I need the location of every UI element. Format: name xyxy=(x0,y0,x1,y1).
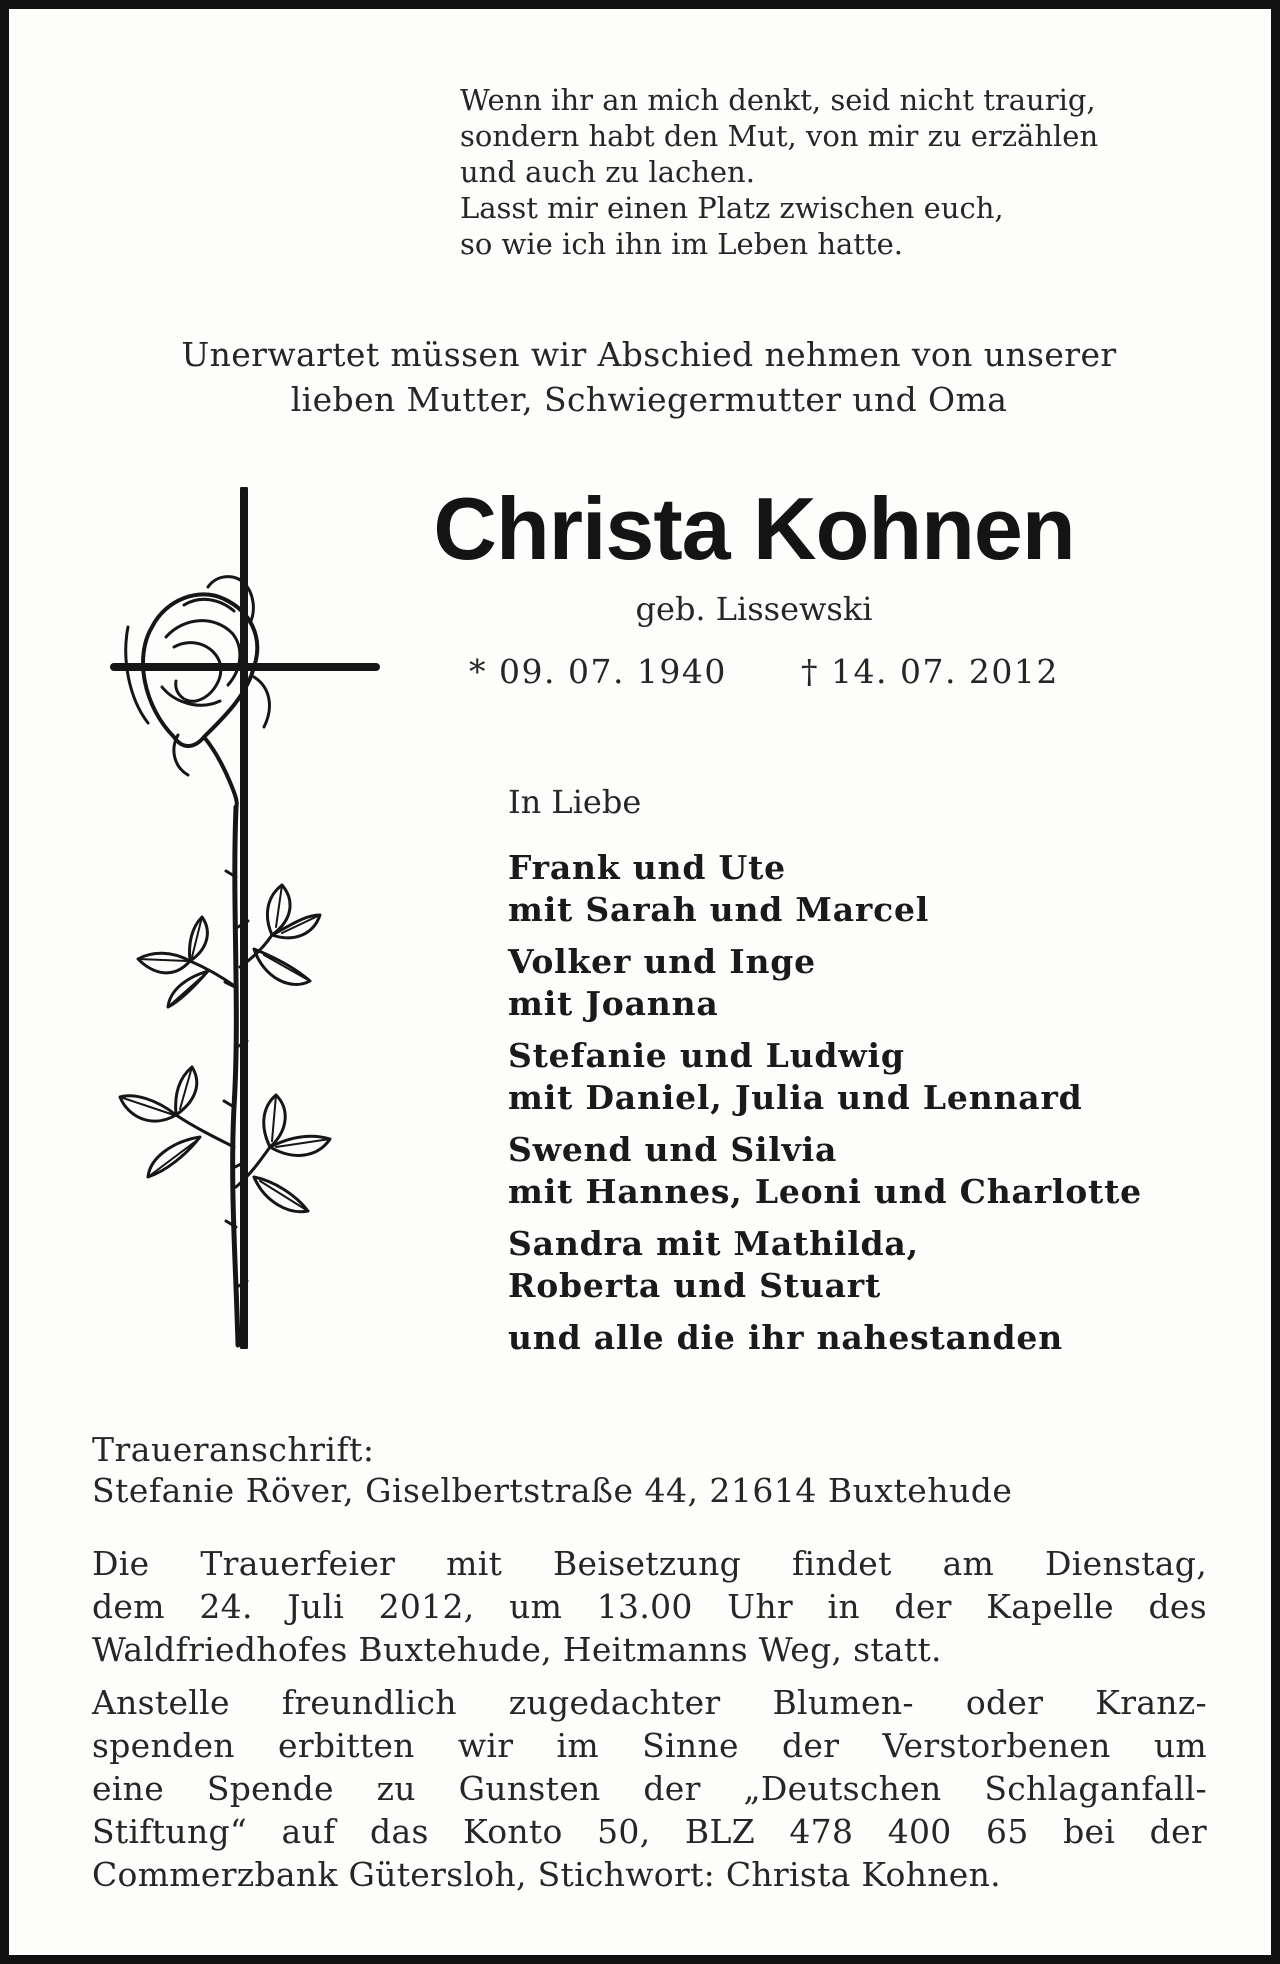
mourner-line: Stefanie und Ludwig xyxy=(508,1036,905,1075)
mourner-group xyxy=(508,1129,1228,1213)
mourners-closing: und alle die ihr nahestanden xyxy=(508,1318,1064,1357)
ceremony-line: dem 24. Juli 2012, um 13.00 Uhr in der Kapelle des xyxy=(92,1587,1207,1626)
poem-line: und auch zu lachen. xyxy=(460,155,755,189)
mourners-heading: In Liebe xyxy=(508,783,642,821)
mourner-line: mit Sarah und Marcel xyxy=(508,890,930,929)
death-date: † 14. 07. 2012 xyxy=(801,652,1059,691)
mourner-line: Sandra mit Mathilda, xyxy=(508,1224,919,1263)
poem-line: so wie ich ihn im Leben hatte. xyxy=(460,227,903,261)
poem-line: sondern habt den Mut, von mir zu erzählen xyxy=(460,119,1099,153)
poem-line: Lasst mir einen Platz zwischen euch, xyxy=(460,191,1004,225)
address-label: Traueranschrift: xyxy=(92,1430,375,1469)
mourner-line: Swend und Silvia xyxy=(508,1130,838,1169)
address-value: Stefanie Röver, Giselbertstraße 44, 21614 Buxtehude xyxy=(92,1471,1013,1510)
mourner-line: Volker und Inge xyxy=(508,942,816,981)
donation-line: Anstelle freundlich zugedachter Blumen- oder Kranz- xyxy=(92,1683,1207,1722)
mourner-group xyxy=(508,1223,1228,1307)
mourner-group xyxy=(508,847,1228,931)
maiden-name: geb. Lissewski xyxy=(635,590,873,628)
mourner-line: Frank und Ute xyxy=(508,848,786,887)
intro-line: lieben Mutter, Schwiegermutter und Oma xyxy=(290,380,1008,419)
announcement-intro xyxy=(69,332,1229,422)
mourners-list xyxy=(508,847,1228,1359)
birth-date: * 09. 07. 1940 xyxy=(469,652,727,691)
donation-line: Commerzbank Gütersloh, Stichwort: Christa Kohnen. xyxy=(92,1855,1001,1894)
mourner-group xyxy=(508,1035,1228,1119)
mourner-line: Roberta und Stuart xyxy=(508,1266,882,1305)
memorial-poem xyxy=(460,82,1260,262)
donation-line: Stiftung“ auf das Konto 50, BLZ 478 400 65 bei der xyxy=(92,1812,1207,1851)
intro-line: Unerwartet müssen wir Abschied nehmen von unserer xyxy=(181,335,1117,374)
ceremony-line: Waldfriedhofes Buxtehude, Heitmanns Weg, statt. xyxy=(92,1630,942,1669)
mourning-address xyxy=(92,1429,1212,1511)
mourner-line: mit Daniel, Julia und Lennard xyxy=(508,1078,1083,1117)
ceremony-paragraph xyxy=(92,1542,1207,1671)
donation-paragraph xyxy=(92,1681,1207,1896)
mourner-line: mit Joanna xyxy=(508,984,719,1023)
ceremony-line: Die Trauerfeier mit Beisetzung findet am Dienstag, xyxy=(92,1544,1207,1583)
mourner-group xyxy=(508,941,1228,1025)
deceased-name: Christa Kohnen xyxy=(433,479,1075,578)
donation-line: eine Spende zu Gunsten der „Deutschen Schlaganfall- xyxy=(92,1769,1207,1808)
mourner-line: mit Hannes, Leoni und Charlotte xyxy=(508,1172,1142,1211)
cross-with-rose-icon xyxy=(104,487,394,1349)
donation-line: spenden erbitten wir im Sinne der Verstorbenen um xyxy=(92,1726,1207,1765)
poem-line: Wenn ihr an mich denkt, seid nicht traurig, xyxy=(460,83,1096,117)
